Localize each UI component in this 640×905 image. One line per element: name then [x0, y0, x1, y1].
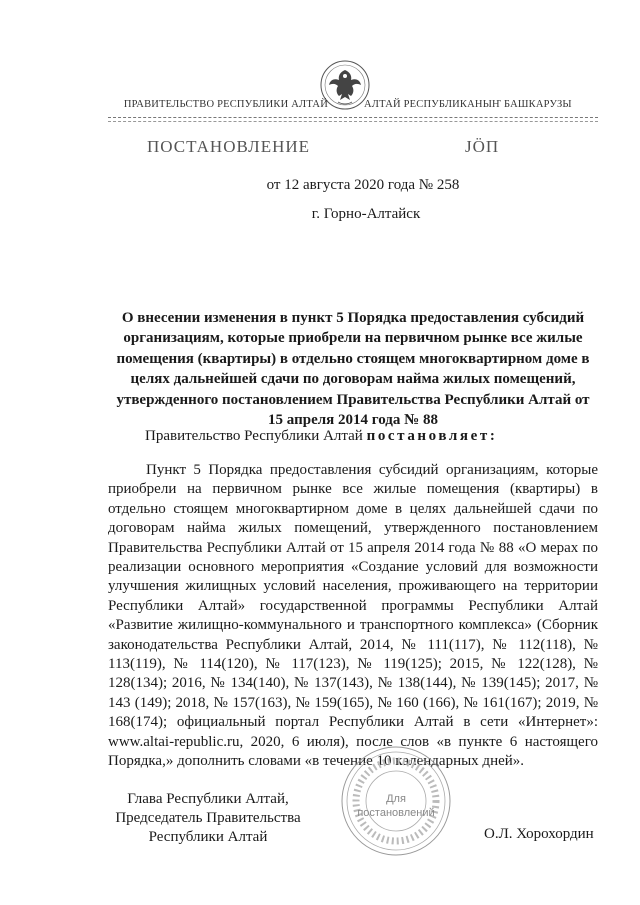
official-stamp: [340, 745, 452, 857]
resolution-prefix: Правительство Республики Алтай: [145, 428, 367, 444]
header-rule-top: [108, 117, 598, 118]
document-title: О внесении изменения в пункт 5 Порядка предоставления субсидий организациям, которые приобрели на первичном рынке все жилые помещения (квартиры) в отдельно стоящем многоквартирном доме в целях дальнейшей сдачи по договорам найма жилых помещений, утвержденного постановлением Правительства Республики Алтай от 15 апреля 2014 года № 88: [116, 310, 590, 429]
document-type-altai: JӦП: [465, 137, 500, 156]
signatory-title-block: [108, 790, 308, 847]
government-name-altai: АЛТАЙ РЕСПУБЛИКАНЫҤ БАШКАРУЗЫ: [364, 99, 572, 110]
stamp-center-line-1: Для: [386, 793, 406, 805]
signatory-title-line-2: Председатель Правительства: [115, 810, 301, 826]
signatory-title-line-3: Республики Алтай: [148, 829, 268, 845]
document-type-ru: ПОСТАНОВЛЕНИЕ: [147, 137, 311, 156]
stamp-center-line-2: постановлений: [357, 807, 435, 819]
header-rule-bottom: [108, 121, 598, 122]
resolution-verb: постановляет:: [366, 428, 498, 444]
signatory-name: О.Л. Хорохордин: [484, 826, 594, 842]
document-city: г. Горно-Алтайск: [311, 206, 421, 222]
document-date-number: от 12 августа 2020 года № 258: [266, 177, 460, 193]
resolution-statement: [145, 428, 497, 445]
document-body: Пункт 5 Порядка предоставления субсидий организациям, которые приобрели на первичном рынке все жилые помещения (квартиры) в отдельно стоящем многоквартирном доме в целях дальнейшей сдачи по договорам найма жилых помещений, утвержденного постановлением Правительства Республики Алтай от 15 апреля 2014 года № 88 «О мерах по реализации основного мероприятия «Создание условий для возможности улучшения жилищных условий населения, проживающего на территории Республики Алтай» государственной программы Республики Алтай «Развитие жилищно-коммунального и транспортного комплекса» (Сборник законодательства Республики Алтай, 2014, № 111(117), № 112(118), № 113(119), № 114(120), № 117(123), № 119(125); 2015, № 122(128), № 128(134); 2016, № 134(140), № 137(143), № 138(144), № 139(145); 2017, № 143 (149); 2018, № 157(163), № 159(165), № 160 (166), № 161(167); 2019, № 168(174); официальный портал Республики Алтай в сети «Интернет»: www.altai-republic.ru, 2020, 6 июля), после слов «в пункте 6 настоящего Порядка,» дополнить словами «в течение 10 календарных дней».: [108, 462, 598, 770]
signatory-title-line-1: Глава Республики Алтай,: [127, 791, 289, 807]
government-name-ru: ПРАВИТЕЛЬСТВО РЕСПУБЛИКИ АЛТАЙ: [123, 99, 328, 110]
